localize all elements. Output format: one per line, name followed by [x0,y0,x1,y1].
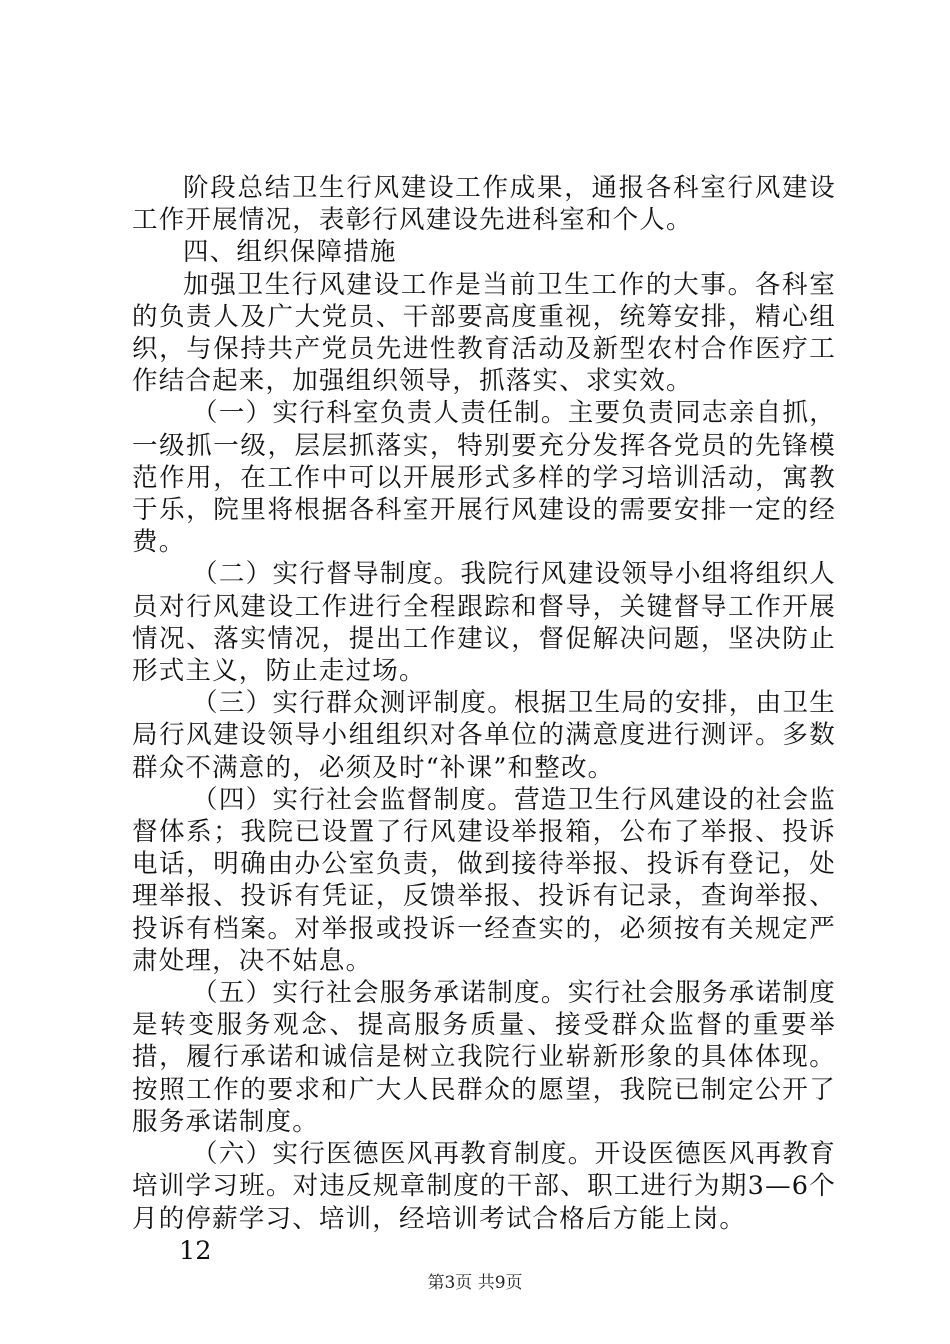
paragraph-item-5: （五）实行社会服务承诺制度。实行社会服务承诺制度是转变服务观念、提高服务质量、接受群众监督的重要举措，履行承诺和诚信是树立我院行业崭新形象的具体体现。按照工作的要求和广大人民群众的愿望，我院已制定公开了服务承诺制度。 [132,978,836,1137]
page-footer: 第3页 共9页 [427,1273,523,1293]
section-heading: 四、组织保障措施 [183,237,397,268]
paragraph-summary: 阶段总结卫生行风建设工作成果，通报各科室行风建设工作开展情况，表彰行风建设先进科室和个人。 [132,173,836,236]
paragraph-item-4: （四）实行社会监督制度。营造卫生行风建设的社会监督体系；我院已设置了行风建设举报箱，公布了举报、投诉电话，明确由办公室负责，做到接待举报、投诉有登记，处理举报、投诉有凭证，反馈举报、投诉有记录，查询举报、投诉有档案。对举报或投诉一经查实的，必须按有关规定严肃处理，决不姑息。 [132,784,836,976]
paragraph-intro: 加强卫生行风建设工作是当前卫生工作的大事。各科室的负责人及广大党员、干部要高度重视，统筹安排，精心组织，与保持共产党员先进性教育活动及新型农村合作医疗工作结合起来，加强组织领导，抓落实、求实效。 [132,269,836,397]
paragraph-item-2: （二）实行督导制度。我院行风建设领导小组将组织人员对行风建设工作进行全程跟踪和督导，关键督导工作开展情况、落实情况，提出工作建议，督促解决问题，坚决防止形式主义，防止走过场。 [132,559,836,687]
paragraph-item-1: （一）实行科室负责人责任制。主要负责同志亲自抓，一级抓一级，层层抓落实，特别要充分发挥各党员的先锋模范作用，在工作中可以开展形式多样的学习培训活动，寓教于乐，院里将根据各科室开展行风建设的需要安排一定的经费。 [132,398,836,558]
paragraph-item-6: （六）实行医德医风再教育制度。开设医德医风再教育培训学习班。对违反规章制度的干部、职工进行为期3—6个月的停薪学习、培训，经培训考试合格后方能上岗。 [132,1139,836,1234]
paragraph-item-3: （三）实行群众测评制度。根据卫生局的安排，由卫生局行风建设领导小组组织对各单位的满意度进行测评。多数群众不满意的，必须及时“补课”和整改。 [132,688,836,783]
document-body [132,172,836,1267]
trailing-number: 12 [179,1235,212,1266]
